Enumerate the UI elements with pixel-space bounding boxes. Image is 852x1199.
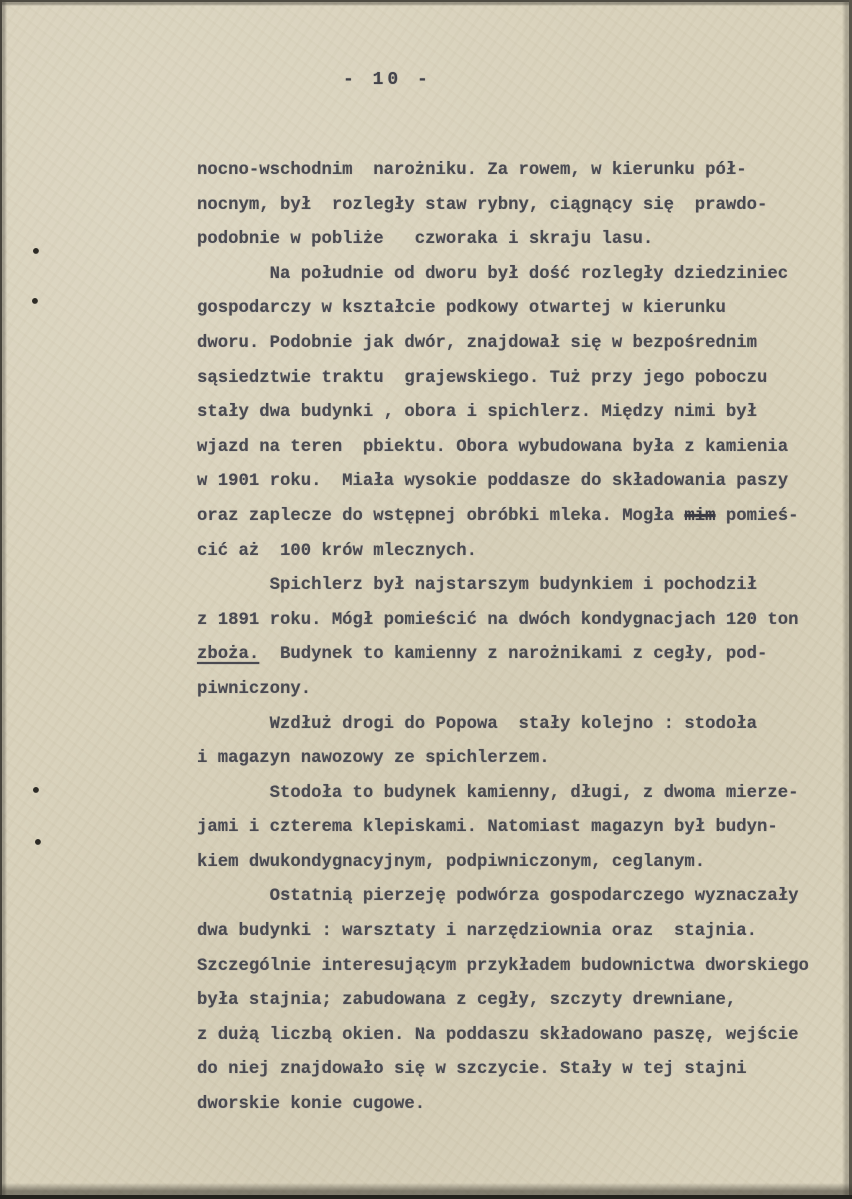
text-line <box>197 500 837 535</box>
text-line: wjazd na teren pbiektu. Obora wybudowana była z kamienia <box>197 437 789 457</box>
text-line: piwniczony. <box>197 679 312 699</box>
text-segment: oraz zaplecze do wstępnej obróbki mleka. Mogła <box>197 506 685 526</box>
overstruck-word: mim <box>684 506 716 526</box>
scan-edge-top <box>0 0 852 6</box>
text-segment: Budynek to kamienny z narożnikami z cegły, pod- <box>259 645 768 665</box>
text-line: i magazyn nawozowy ze spichlerzem. <box>197 749 550 769</box>
text-line: Spichlerz był najstarszym budynkiem i pochodził <box>197 576 758 596</box>
text-line: stały dwa budynki , obora i spichlerz. Między nimi był <box>197 403 758 423</box>
text-line: cić aż 100 krów mlecznych. <box>197 541 478 561</box>
scan-edge-bottom <box>0 1183 852 1199</box>
text-line: Szczególnie interesującym przykładem budownictwa dworskiego <box>197 956 809 976</box>
text-line: do niej znajdowało się w szczycie. Stały w tej stajni <box>197 1060 747 1080</box>
text-line: dworskie konie cugowe. <box>197 1095 426 1115</box>
text-line: Wzdłuż drogi do Popowa stały kolejno : stodoła <box>197 714 758 734</box>
page-number: - 10 - <box>343 70 432 90</box>
text-line: w 1901 roku. Miała wysokie poddasze do składowania paszy <box>197 472 789 492</box>
text-line: z dużą liczbą okien. Na poddaszu składowano paszę, wejście <box>197 1025 799 1045</box>
text-line: dworu. Podobnie jak dwór, znajdował się w bezpośrednim <box>197 333 758 353</box>
text-line: kiem dwukondygnacyjnym, podpiwniczonym, ceglanym. <box>197 852 706 872</box>
text-line <box>197 638 837 673</box>
text-line: Ostatnią pierzeję podwórza gospodarczego wyznaczały <box>197 887 799 907</box>
text-line: gospodarczy w kształcie podkowy otwartej w kierunku <box>197 299 726 319</box>
scan-edge-right <box>842 0 852 1199</box>
punch-mark <box>35 839 41 845</box>
text-segment: pomieś- <box>715 506 799 526</box>
text-line: podobnie w pobliże czworaka i skraju lasu. <box>197 230 654 250</box>
text-line: dwa budynki : warsztaty i narzędziownia oraz stajnia. <box>197 922 758 942</box>
typewritten-text-block <box>197 154 837 1123</box>
text-line: była stajnia; zabudowana z cegły, szczyty drewniane, <box>197 991 737 1011</box>
punch-mark <box>33 248 39 254</box>
text-line: sąsiedztwie traktu grajewskiego. Tuż przy jego poboczu <box>197 368 768 388</box>
text-line: z 1891 roku. Mógł pomieścić na dwóch kondygnacjach 120 ton <box>197 610 799 630</box>
underlined-word: zboża. <box>197 645 260 665</box>
text-line: nocno-wschodnim narożniku. Za rowem, w kierunku pół- <box>197 161 747 180</box>
punch-mark <box>32 298 38 304</box>
text-line: Stodoła to budynek kamienny, długi, z dwoma mierze- <box>197 783 799 803</box>
punch-mark <box>33 787 39 793</box>
text-line: Na południe od dworu był dość rozległy dziedziniec <box>197 264 789 284</box>
scan-edge-left <box>0 0 7 1199</box>
text-line: jami i czterema klepiskami. Natomiast magazyn był budyn- <box>197 818 778 838</box>
text-line: nocnym, był rozległy staw rybny, ciągnący się prawdo- <box>197 195 768 215</box>
